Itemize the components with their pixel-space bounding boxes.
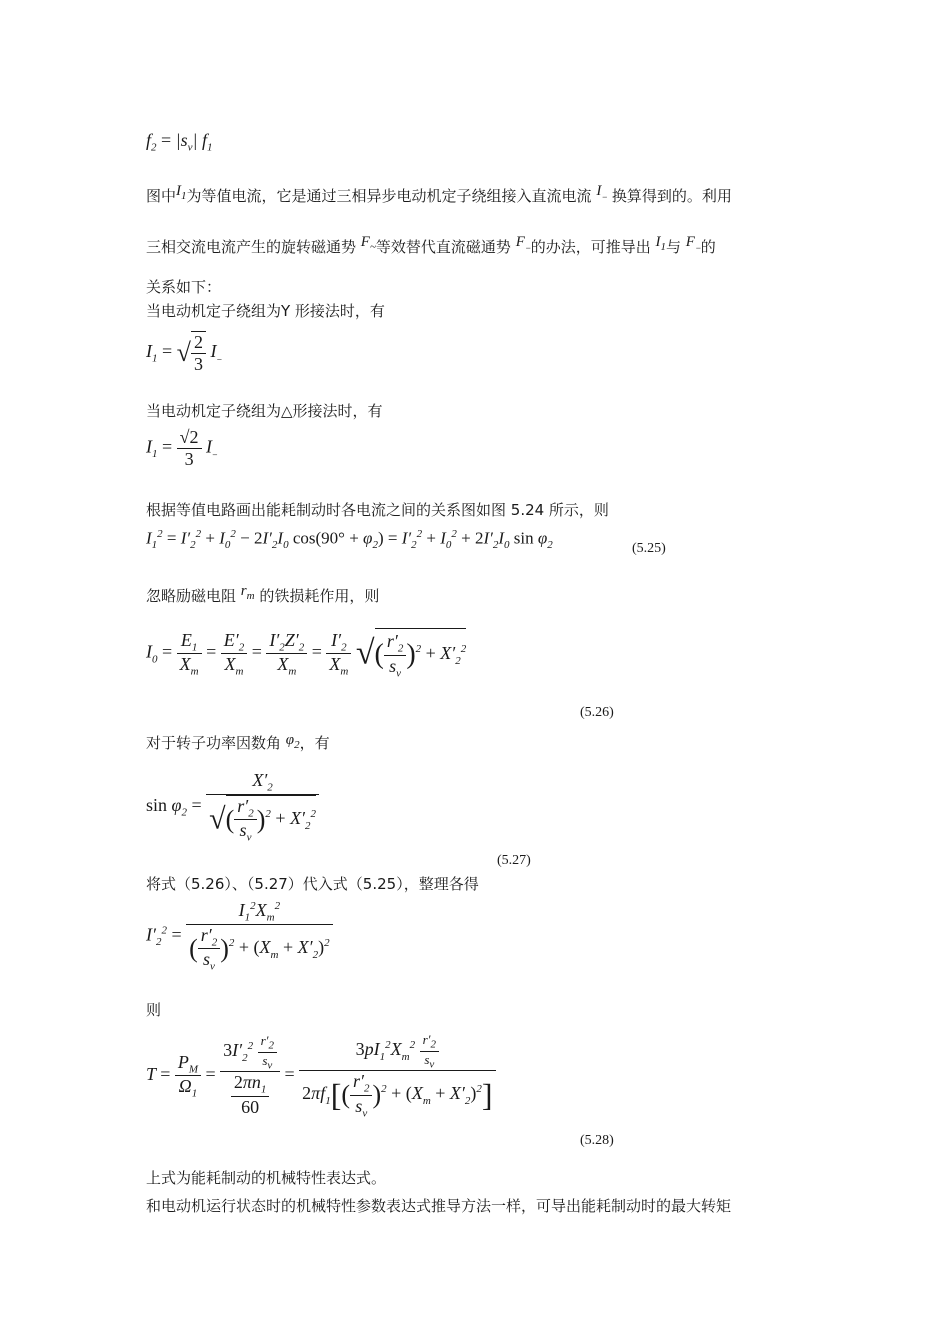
symbol-F-dc: $F_{_-}$ xyxy=(515,234,531,253)
symbol-F-dc-2: $F_{_-}$ xyxy=(685,234,701,253)
equation-i2-squared: $I'_2^2$ = $I_1^2X_m^2$ ( $\frac{r'_2}{s_v}$ )$^2 + (X_m + X'_2)^2$ xyxy=(146,900,333,973)
rotor-text-b: ，有 xyxy=(299,734,330,752)
symbol-I1: $I_1$ xyxy=(655,234,666,253)
delta-connection-text: 当电动机定子绕组为△形接法时，有 xyxy=(146,402,383,420)
equation-wye: $I_1$ = √ $\frac{2}{3}$ $I_{_-}$ xyxy=(146,332,223,374)
para1-b: 为等值电流，它是通过三相异步电动机定子绕组接入直流电流 xyxy=(186,187,592,205)
ignore-text-b: 的铁损耗作用，则 xyxy=(259,587,380,605)
ignore-text-a: 忽略励磁电阻 xyxy=(146,587,237,605)
conclusion-line-2: 和电动机运行状态时的机械特性参数表达式推导方法一样，可导出能耗制动时的最大转矩 xyxy=(146,1197,732,1215)
equation-5-26: $I_0$ = $\frac{E_1}{X_m}$ = $\frac{E'_2}{X_m}$ = $\frac{I'_2Z'_2}{X_m}$ = $\frac{I'_2}{X_m}$ √( $\frac{r'_2}{s_v}$ )$^2 + X'_2^2$ xyxy=(146,629,467,680)
conclusion-line-1: 上式为能耗制动的机械特性表达式。 xyxy=(146,1169,387,1187)
paragraph-1 xyxy=(146,183,732,212)
para2-a: 三相交流电流产生的旋转磁通势 xyxy=(146,238,357,256)
symbol-rm: $r_m$ xyxy=(240,583,255,602)
equation-5-25: $I_1^2 = I'_2^2 + I_0^2 - 2I'_2I_0$ $\cos(90^\circ + \varphi_2) = I'_2^2 + I_0^2 + 2I'_2I_0$ $\sin \varphi_2$ xyxy=(146,528,553,552)
equation-number-5-28: (5.28) xyxy=(580,1133,614,1148)
equation-f2: $f_2 = |s_v|$ $f_1$ xyxy=(146,130,213,154)
para2-d: 与 xyxy=(666,238,682,256)
para2-c: 的办法，可推导出 xyxy=(530,238,651,256)
then-text: 则 xyxy=(146,1001,162,1019)
paragraph-2 xyxy=(146,234,716,263)
equation-5-27: $\sin \varphi_2$ = $X'_2$ √( $\frac{r'_2}{s_v}$ )$^2 + X'_2^2$ xyxy=(146,770,319,844)
equation-delta: $I_1$ = $\frac{√2}{3}$ $I_{_-}$ xyxy=(146,427,218,469)
equation-number-5-26: (5.26) xyxy=(580,705,614,720)
para1-c: 换算得到的。利用 xyxy=(611,187,732,205)
ignore-resistance-text xyxy=(146,583,380,612)
para2-b: 等效替代直流磁通势 xyxy=(375,238,511,256)
wye-connection-text: 当电动机定子绕组为Y 形接法时，有 xyxy=(146,302,385,320)
symbol-I1-phasor: $I_1$ xyxy=(176,183,187,202)
symbol-phi2: $\varphi_2$ xyxy=(285,732,300,751)
para1-a: 图中 xyxy=(146,187,177,205)
equation-5-28: T = $\frac{P_M}{\Omega_1}$ = $3I'_2^2$ $\frac{r'_2}{s_v}$ $\frac{2\pi n_1}{60}$ = $3pI_1^2X_m^2$ $\frac{r'_2}{s_v}$ $2\pi f_1$[( $\frac{r'_2}{s_v}$ )$^2 + (X_m + X'_2)^2$] xyxy=(146,1032,496,1119)
para2-e: 的 xyxy=(700,238,716,256)
equation-number-5-27: (5.27) xyxy=(497,853,531,868)
paragraph-3: 关系如下： xyxy=(146,278,222,296)
rotor-power-factor-text xyxy=(146,733,330,759)
rotor-text-a: 对于转子功率因数角 xyxy=(146,734,282,752)
equation-number-5-25: (5.25) xyxy=(632,541,666,556)
figure-reference-text: 根据等值电路画出能耗制动时各电流之间的关系图如图 5.24 所示，则 xyxy=(146,501,609,519)
symbol-F-ac: $F_\sim$ xyxy=(360,234,376,253)
symbol-I-dc: $I_{_-}$ xyxy=(596,183,608,202)
substitution-text: 将式（5.26）、（5.27）代入式（5.25），整理各得 xyxy=(146,875,479,893)
